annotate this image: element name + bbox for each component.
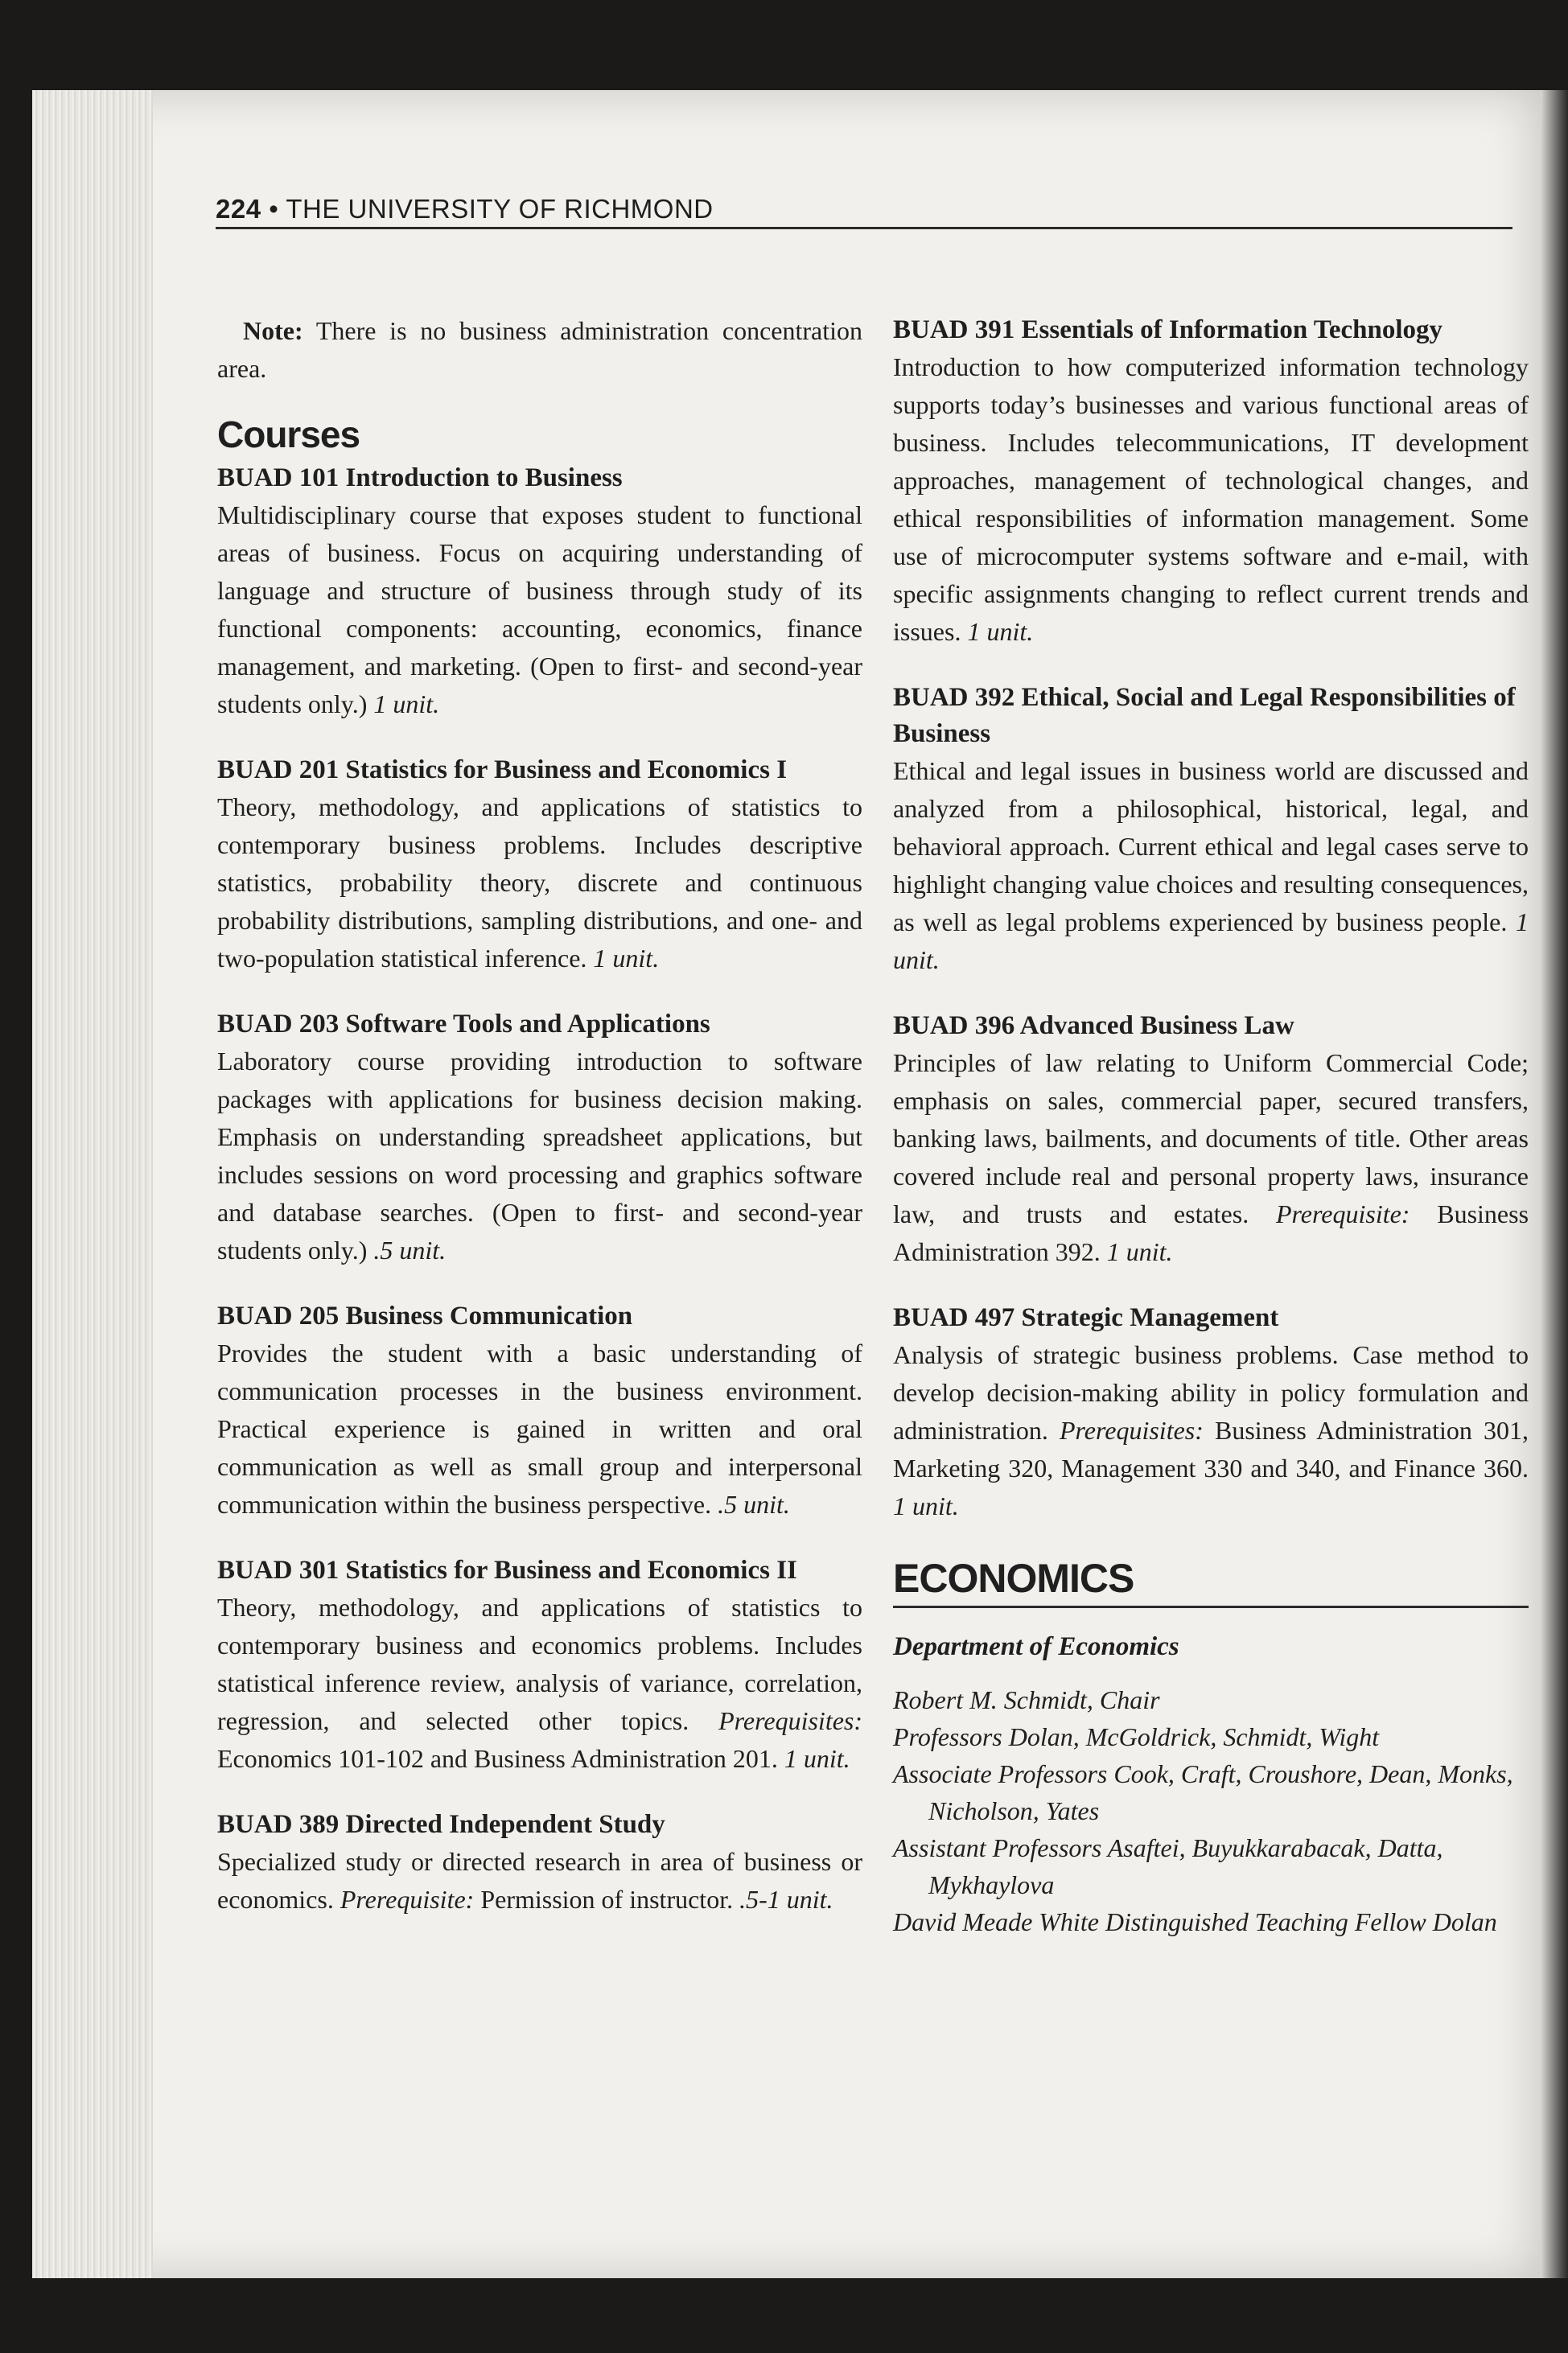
course-units: 1 unit. xyxy=(893,907,1529,974)
course-title: BUAD 396 Advanced Business Law xyxy=(893,1011,1294,1040)
course-units: 1 unit. xyxy=(967,617,1034,646)
course-description xyxy=(217,1589,862,1778)
note-paragraph xyxy=(217,312,862,388)
course-title: BUAD 497 Strategic Management xyxy=(893,1303,1279,1332)
faculty-line: Robert M. Schmidt, Chair xyxy=(893,1685,1160,1714)
faculty-list xyxy=(893,1681,1529,1940)
course-description xyxy=(893,348,1529,651)
note-label: Note: xyxy=(243,316,303,345)
course-title: BUAD 203 Software Tools and Applications xyxy=(217,1010,710,1039)
course-entry xyxy=(217,752,862,977)
course-description xyxy=(217,496,862,723)
department-name: Department of Economics xyxy=(893,1632,1179,1661)
course-description-text: Specialized study or directed research in area of business or economics. xyxy=(217,1847,862,1914)
prerequisite-text: Economics 101-102 and Business Administration 201. xyxy=(217,1744,778,1773)
course-description-text: Provides the student with a basic understanding of communication processes in the business environment. Practical experience is gained in written and oral communication as well as small group and interpersonal communication within the business perspective. xyxy=(217,1339,862,1519)
course-units: 1 unit. xyxy=(373,689,440,718)
course-description-text: Ethical and legal issues in business world are discussed and analyzed from a philosophical, historical, legal, and behavioral approach. Current ethical and legal cases serve to highlight changing value choices and resulting consequences, as well as legal problems experienced by business people. xyxy=(893,756,1529,936)
course-units: .5 unit. xyxy=(373,1236,447,1265)
running-header xyxy=(216,191,1512,229)
course-description xyxy=(217,1335,862,1524)
faculty-line: Assistant Professors Asaftei, Buyukkarabacak, Datta, Mykhaylova xyxy=(893,1833,1443,1899)
faculty-line: Professors Dolan, McGoldrick, Schmidt, Wight xyxy=(893,1722,1380,1751)
running-title: THE UNIVERSITY OF RICHMOND xyxy=(286,194,714,224)
course-title: BUAD 389 Directed Independent Study xyxy=(217,1810,665,1839)
course-entry xyxy=(217,1553,862,1778)
course-units: 1 unit. xyxy=(784,1744,850,1773)
book-gutter-shadow xyxy=(1541,90,1568,2278)
right-column xyxy=(893,312,1529,1940)
course-units: 1 unit. xyxy=(593,944,660,973)
faculty-line: Associate Professors Cook, Craft, Croushore, Dean, Monks, Nicholson, Yates xyxy=(893,1759,1513,1825)
course-description xyxy=(217,788,862,977)
right-course-list xyxy=(893,312,1529,1525)
courses-heading: Courses xyxy=(217,413,360,455)
prerequisite-label: Prerequisites: xyxy=(718,1706,863,1735)
prerequisite-text: Business Administration 301, Marketing 320, Management 330 and 340, and Finance 360. xyxy=(893,1416,1529,1483)
course-entry xyxy=(217,1006,862,1269)
course-entry xyxy=(217,1807,862,1919)
prerequisite-text: Permission of instructor. xyxy=(480,1885,734,1914)
faculty-line: David Meade White Distinguished Teaching Fellow Dolan xyxy=(893,1907,1497,1936)
left-course-list xyxy=(217,460,862,1919)
prerequisite-label: Prerequisite: xyxy=(1275,1199,1410,1228)
course-description-text: Theory, methodology, and applications of statistics to contemporary business problems. Includes descriptive statistics, probability theory, discrete and continuous probability distributions, sampling distributions, and one- and two-population statistical inference. xyxy=(217,792,862,973)
course-description-text: Theory, methodology, and applications of statistics to contemporary business and economics problems. Includes statistical inference review, analysis of variance, correlation, regression, and selected other topics. xyxy=(217,1593,862,1735)
left-column xyxy=(217,312,862,1948)
course-description xyxy=(893,1336,1529,1525)
note-text: There is no business administration concentration area. xyxy=(217,316,863,383)
prerequisite-text: Business Administration 392. xyxy=(893,1199,1529,1266)
course-title: BUAD 392 Ethical, Social and Legal Responsibilities of Business xyxy=(893,683,1516,748)
course-entry xyxy=(893,1300,1529,1525)
course-description-text: Principles of law relating to Uniform Commercial Code; emphasis on sales, commercial paper, secured transfers, banking laws, bailments, and documents of title. Other areas covered include real and personal property laws, insurance law, and trusts and estates. xyxy=(893,1048,1529,1228)
course-title: BUAD 391 Essentials of Information Technology xyxy=(893,315,1442,344)
course-units: 1 unit. xyxy=(893,1491,959,1520)
course-description xyxy=(217,1043,862,1269)
prerequisite-label: Prerequisites: xyxy=(1059,1416,1204,1445)
course-entry xyxy=(893,1008,1529,1271)
course-entry xyxy=(893,680,1529,979)
page-stack-edge xyxy=(32,90,153,2278)
course-description-text: Introduction to how computerized information technology supports today’s businesses and various functional areas of business. Includes telecommunications, IT development approaches, management of technological changes, and ethical responsibilities of information management. Some use of microcomputer systems software and e-mail, with specific assignments changing to reflect current trends and issues. xyxy=(893,352,1529,646)
course-units: .5-1 unit. xyxy=(739,1885,833,1914)
economics-heading: ECONOMICS xyxy=(893,1554,1529,1608)
course-entry xyxy=(217,1298,862,1524)
course-description-text: Analysis of strategic business problems. Case method to develop decision-making ability in policy formulation and administration. xyxy=(893,1340,1529,1445)
header-bullet: • xyxy=(269,194,279,224)
course-units: .5 unit. xyxy=(718,1490,790,1519)
course-title: BUAD 301 Statistics for Business and Economics II xyxy=(217,1556,797,1585)
course-entry xyxy=(893,312,1529,651)
course-units: 1 unit. xyxy=(1106,1237,1173,1266)
course-entry xyxy=(217,460,862,723)
course-title: BUAD 205 Business Communication xyxy=(217,1302,633,1331)
course-title: BUAD 201 Statistics for Business and Economics I xyxy=(217,755,788,784)
course-description xyxy=(217,1843,862,1919)
course-description xyxy=(893,752,1529,979)
course-description xyxy=(893,1044,1529,1271)
page-number: 224 xyxy=(216,194,261,224)
course-description-text: Multidisciplinary course that exposes student to functional areas of business. Focus on acquiring understanding of language and structure of business through study of its functional components: accounting, economics, finance management, and marketing. (Open to first- and second-year students only.) xyxy=(217,500,862,718)
course-title: BUAD 101 Introduction to Business xyxy=(217,463,623,492)
prerequisite-label: Prerequisite: xyxy=(340,1885,475,1914)
course-description-text: Laboratory course providing introduction to software packages with applications for business decision making. Emphasis on understanding spreadsheet applications, but includes sessions on word processing and graphics software and database searches. (Open to first- and second-year students only.) xyxy=(217,1047,862,1265)
